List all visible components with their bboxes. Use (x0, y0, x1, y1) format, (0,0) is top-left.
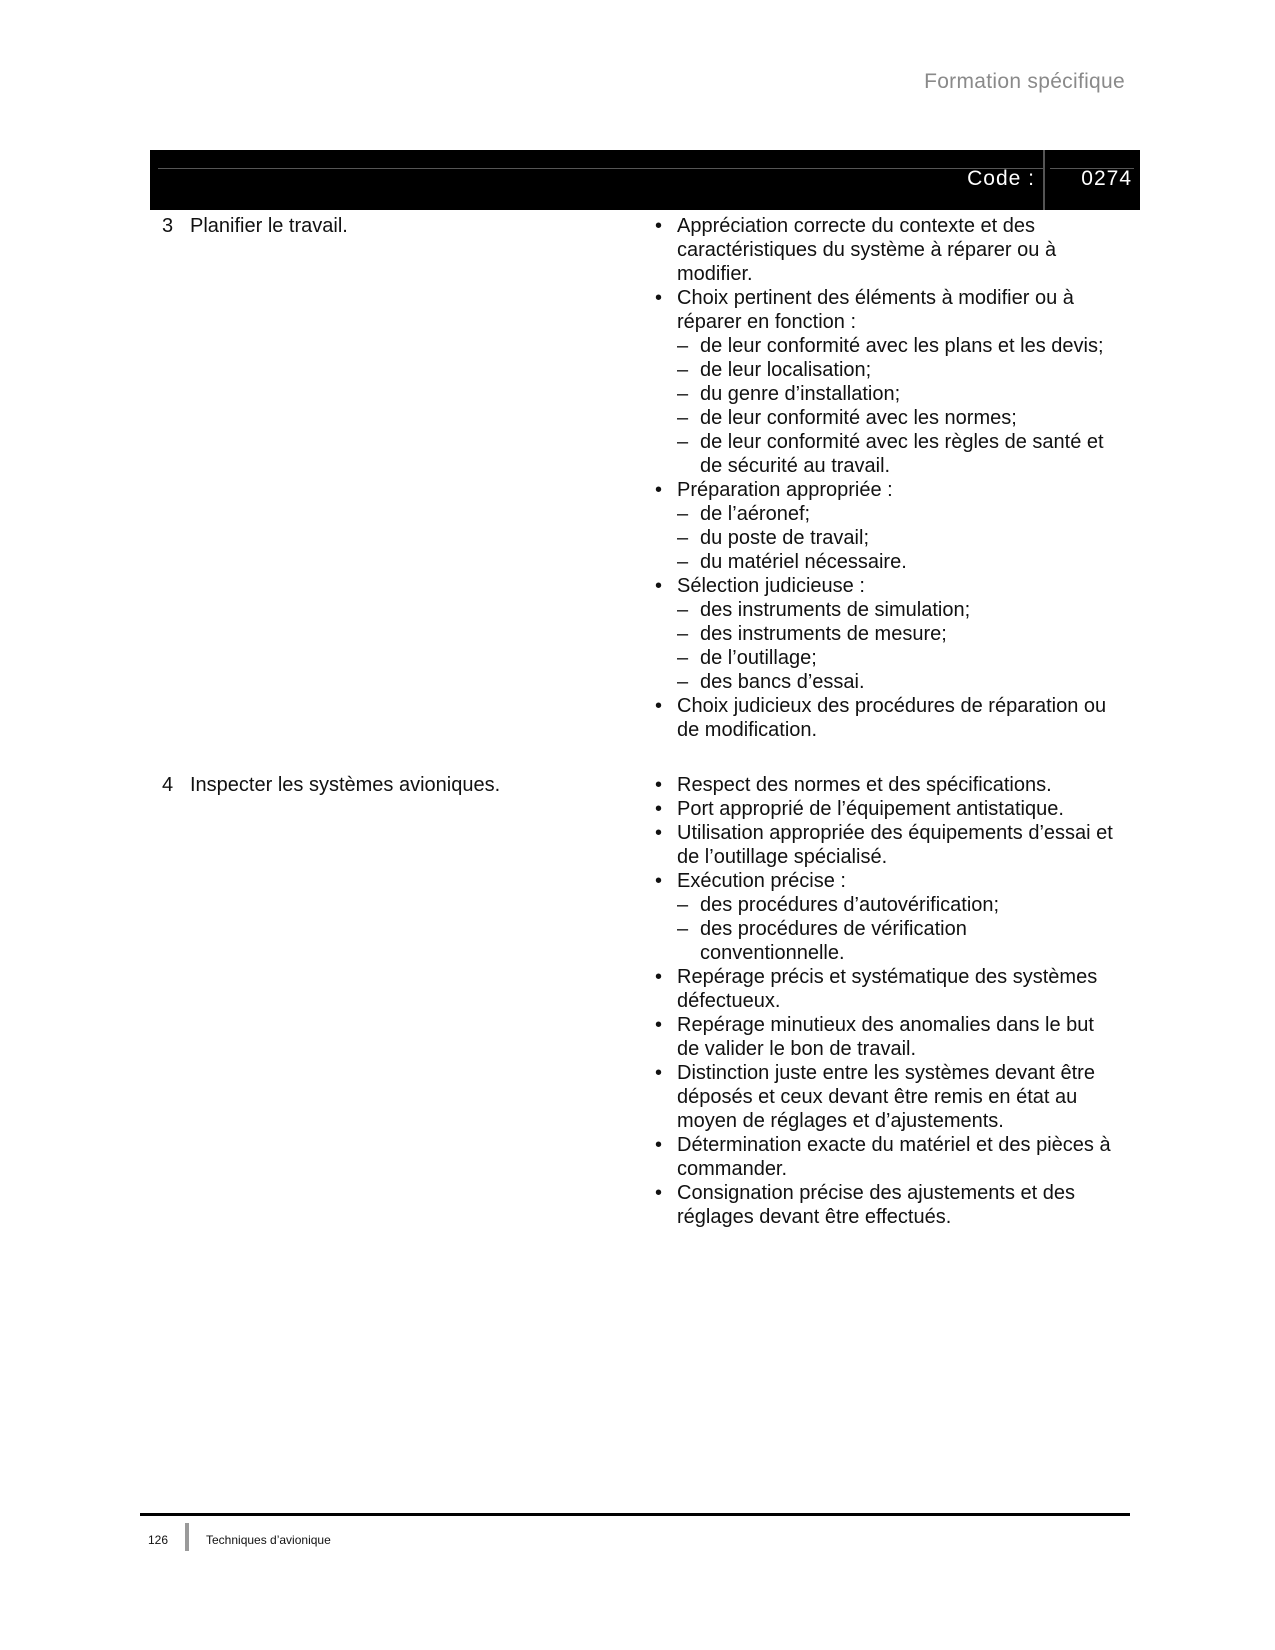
criteria-item: • Distinction juste entre les systèmes devant être déposés et ceux devant être remis en état au moyen de réglages et d’ajustements. (653, 1061, 1113, 1133)
criteria-item: • Choix pertinent des éléments à modifier ou à réparer en fonction : – de leur conformité avec les plans et les devis; – de leur localisation; – du genre d’installation; – de leur conformité avec les normes; – de leur conformité avec les règles de santé et de sécurité au travail. (653, 286, 1113, 478)
criteria-item: • Appréciation correcte du contexte et des caractéristiques du système à réparer ou à modifier. (653, 214, 1113, 286)
criteria-subitem: – des instruments de mesure; (677, 622, 1113, 646)
criteria-cell (653, 214, 1113, 742)
element-cell (162, 773, 500, 797)
criteria-sublist (677, 893, 1113, 965)
footer-page-number: 126 (148, 1533, 169, 1547)
footer-rule (140, 1513, 1130, 1516)
criteria-subitem: – de l’outillage; (677, 646, 1113, 670)
criteria-subitem: – de leur localisation; (677, 358, 1113, 382)
criteria-item: • Préparation appropriée : – de l’aéronef; – du poste de travail; – du matériel nécessaire. (653, 478, 1113, 574)
code-bar (150, 150, 1140, 210)
criteria-item: • Port approprié de l’équipement antistatique. (653, 797, 1113, 821)
criteria-item: • Exécution précise : – des procédures d’autovérification; – des procédures de vérification conventionnelle. (653, 869, 1113, 965)
criteria-subitem: – de leur conformité avec les normes; (677, 406, 1113, 430)
page-header-section: Formation spécifique (924, 70, 1125, 93)
code-label: Code : (967, 167, 1035, 190)
criteria-sublist (677, 334, 1113, 478)
criteria-item: • Utilisation appropriée des équipements d’essai et de l’outillage spécialisé. (653, 821, 1113, 869)
criteria-subitem: – de l’aéronef; (677, 502, 1113, 526)
criteria-item: • Consignation précise des ajustements et des réglages devant être effectués. (653, 1181, 1113, 1229)
criteria-subitem: – du genre d’installation; (677, 382, 1113, 406)
criteria-subitem: – de leur conformité avec les plans et les devis; (677, 334, 1113, 358)
element-number: 3 (162, 215, 174, 237)
criteria-subitem: – des procédures de vérification conventionnelle. (677, 917, 1113, 965)
criteria-subitem: – des instruments de simulation; (677, 598, 1113, 622)
criteria-sublist (677, 598, 1113, 694)
criteria-item: • Choix judicieux des procédures de réparation ou de modification. (653, 694, 1113, 742)
criteria-subitem: – du matériel nécessaire. (677, 550, 1113, 574)
element-number: 4 (162, 774, 174, 796)
element-text: Planifier le travail. (190, 215, 348, 237)
code-value-box (1050, 150, 1140, 210)
footer-document-title: Techniques d’avionique (206, 1533, 331, 1547)
criteria-list (653, 773, 1113, 1229)
code-value: 0274 (1081, 167, 1132, 190)
criteria-item: • Repérage minutieux des anomalies dans le but de valider le bon de travail. (653, 1013, 1113, 1061)
criteria-subitem: – des procédures d’autovérification; (677, 893, 1113, 917)
criteria-subitem: – du poste de travail; (677, 526, 1113, 550)
criteria-item: • Sélection judicieuse : – des instruments de simulation; – des instruments de mesure; – de l’outillage; – des bancs d’essai. (653, 574, 1113, 694)
criteria-list (653, 214, 1113, 742)
criteria-cell (653, 773, 1113, 1229)
criteria-item: • Détermination exacte du matériel et des pièces à commander. (653, 1133, 1113, 1181)
footer-divider (185, 1523, 189, 1551)
criteria-subitem: – de leur conformité avec les règles de santé et de sécurité au travail. (677, 430, 1113, 478)
criteria-sublist (677, 502, 1113, 574)
criteria-item: • Respect des normes et des spécifications. (653, 773, 1113, 797)
code-bar-separator (1043, 150, 1045, 210)
criteria-item: • Repérage précis et systématique des systèmes défectueux. (653, 965, 1113, 1013)
criteria-subitem: – des bancs d’essai. (677, 670, 1113, 694)
element-cell (162, 214, 348, 238)
element-text: Inspecter les systèmes avioniques. (190, 774, 501, 796)
code-bar-rule (158, 168, 1043, 169)
